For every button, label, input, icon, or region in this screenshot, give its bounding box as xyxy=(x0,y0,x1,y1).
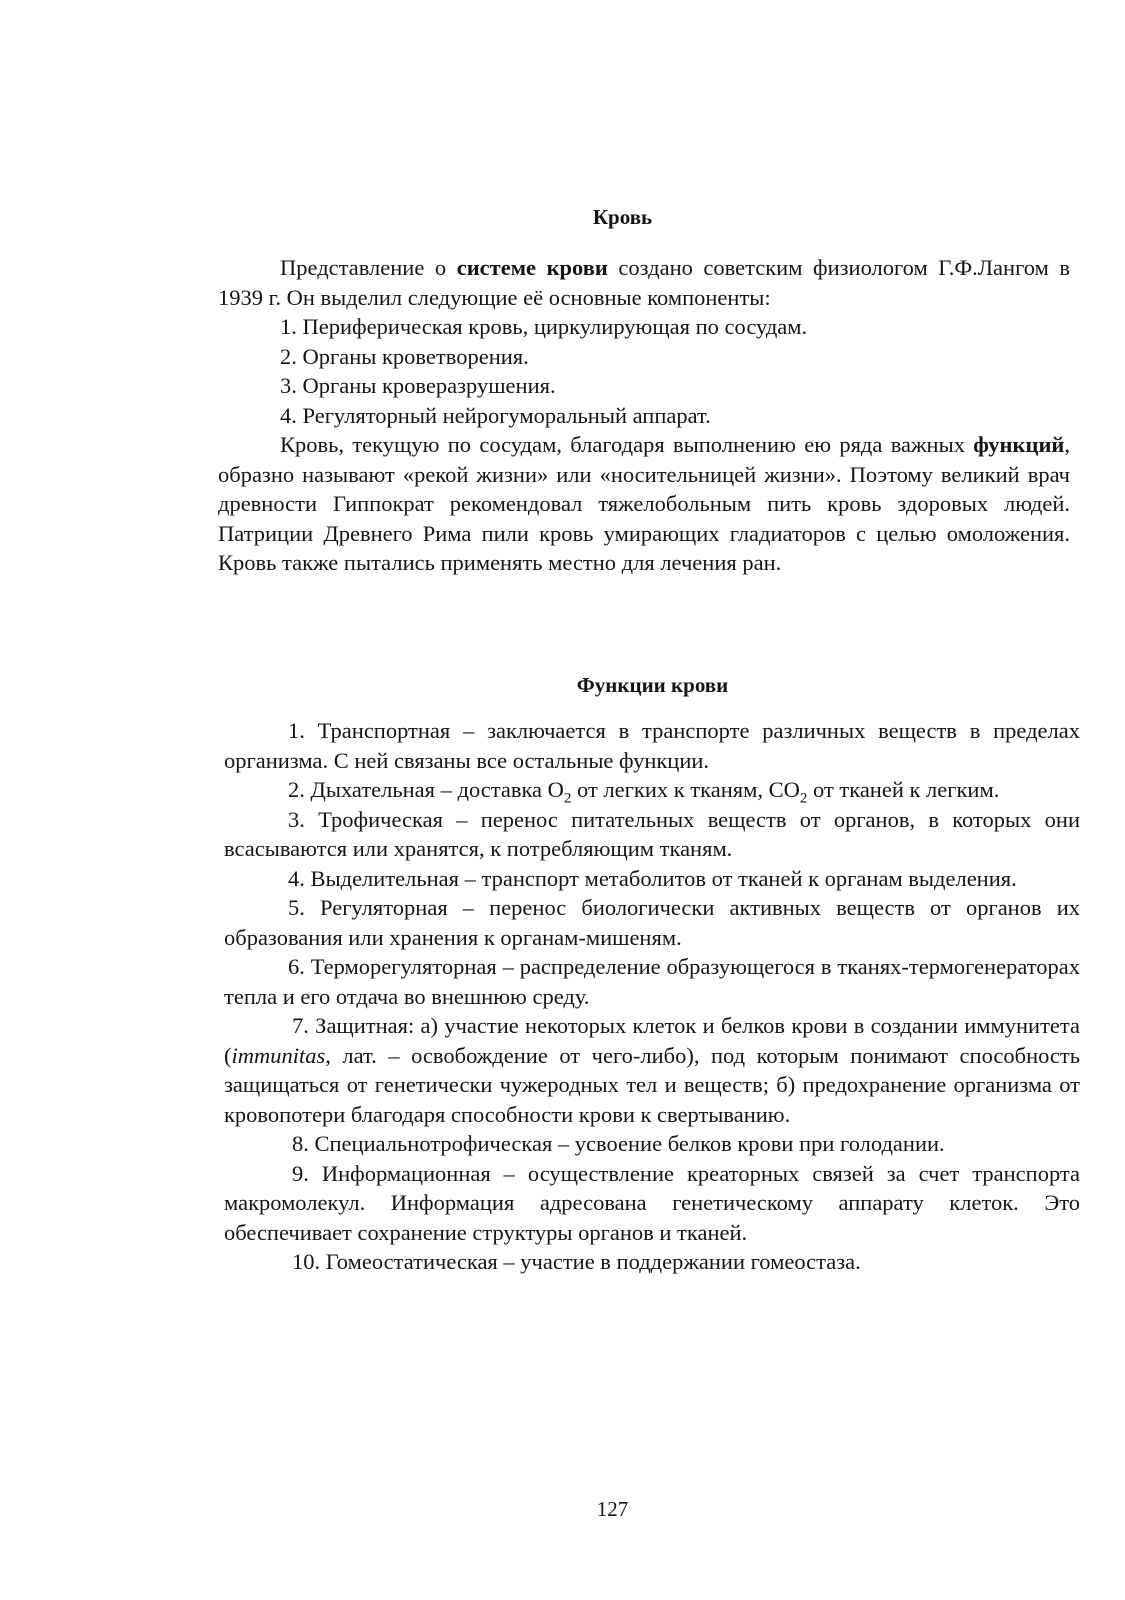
function-informational: 9. Информационная – осуществление креаторных связей за счет транспорта макромолекул. Информация адресована генетическому аппарату клеток. Это обеспечивает сохранение структуры органов и тканей. xyxy=(224,1160,1080,1245)
component-item-3: 3. Органы кроверазрушения. xyxy=(280,373,556,398)
intro-section xyxy=(218,253,1070,578)
function-protective xyxy=(224,1011,1080,1129)
section-title-functions: Функции крови xyxy=(576,673,729,697)
function-transport: 1. Транспортная – заключается в транспорте различных веществ в пределах организма. С ней связаны все остальные функции. xyxy=(224,718,1080,773)
function-thermoregulatory: 6. Терморегуляторная – распределение образующегося в тканях-термогенераторах тепла и его отдача во внешнюю среду. xyxy=(224,954,1080,1009)
section-title-blood: Кровь xyxy=(592,205,653,229)
blood-river-paragraph xyxy=(218,430,1070,578)
o2-subscript: 2 xyxy=(563,790,572,807)
intro-bold-term: системе крови xyxy=(456,255,608,280)
protective-latin-term: immunitas xyxy=(231,1042,326,1068)
protective-text-b: , лат. – освобождение от чего-либо), под которым понимают способность защищаться от генетически чужеродных тел и веществ; б) предохранение организма от кровопотери благодаря способности крови к свертыванию. xyxy=(224,1042,1080,1127)
function-homeostatic: 10. Гомеостатическая – участие в поддержании гомеостаза. xyxy=(292,1249,861,1274)
function-special-trophic: 8. Специальнотрофическая – усвоение белков крови при голодании. xyxy=(292,1131,945,1156)
intro-text-a: Представление о xyxy=(280,255,457,280)
para2-text-b: , образно называют «рекой жизни» или «носительницей жизни». Поэтому великий врач древности Гиппократ рекомендовал тяжелобольным пить кровь здоровых людей. Патриции Древнего Рима пили кровь умирающих гладиаторов с целью омоложения. Кровь также пытались применять местно для лечения ран. xyxy=(218,432,1070,575)
function-excretory: 4. Выделительная – транспорт метаболитов от тканей к органам выделения. xyxy=(288,865,1017,891)
page-number: 127 xyxy=(596,1497,629,1521)
para2-text-a: Кровь, текущую по сосудам, благодаря выполнению ею ряда важных xyxy=(280,432,974,457)
function-regulatory: 5. Регуляторная – перенос биологически активных веществ от органов их образования или хранения к органам-мишеням. xyxy=(224,895,1080,950)
co2-subscript: 2 xyxy=(799,790,808,807)
component-item-2: 2. Органы кроветворения. xyxy=(280,343,529,369)
component-item-1: 1. Периферическая кровь, циркулирующая по сосудам. xyxy=(280,314,808,339)
intro-paragraph xyxy=(218,253,1070,312)
intro-text-b: создано советским физиологом Г.Ф.Лангом в 1939 г. Он выделил следующие её основные компоненты: xyxy=(218,255,1070,310)
function-trophic: 3. Трофическая – перенос питательных веществ от органов, в которых они всасываются или хранятся, к потребляющим тканям. xyxy=(224,806,1080,861)
respiratory-text-c: от тканей к легким. xyxy=(807,777,1000,802)
respiratory-text-b: от легких к тканям, CO xyxy=(571,777,800,802)
function-respiratory xyxy=(224,775,1080,805)
para2-bold-term: функций xyxy=(973,432,1065,457)
protective-text-a: 7. Защитная: а) участие некоторых клеток и белков крови в создании иммунитета ( xyxy=(224,1013,1080,1068)
component-item-4: 4. Регуляторный нейрогуморальный аппарат. xyxy=(280,402,711,428)
respiratory-text-a: 2. Дыхательная – доставка O xyxy=(288,777,564,802)
functions-list xyxy=(224,716,1080,1277)
